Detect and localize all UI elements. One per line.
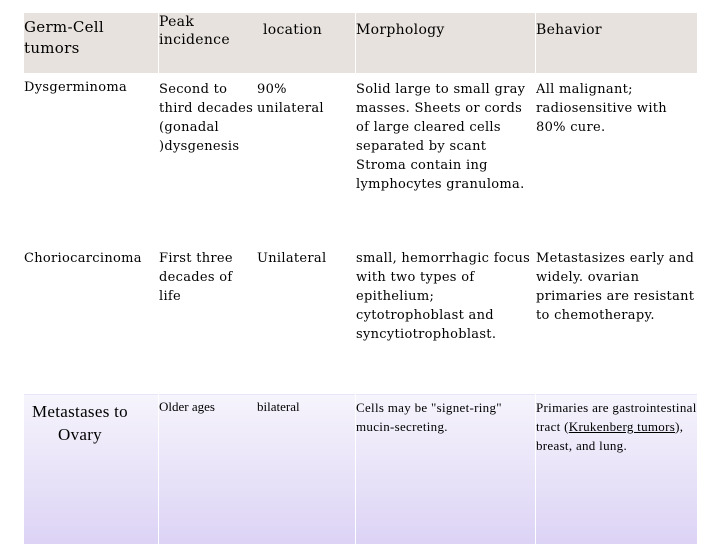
table-row [24, 241, 698, 394]
row-morphology: Cells may be "signet-ring" mucin-secreting. [356, 394, 536, 545]
header-behavior-text: Behavior [536, 22, 602, 38]
row-peak-location-split [159, 398, 355, 544]
row-peak-location-split [159, 80, 355, 240]
row-morphology: small, hemorrhagic focus with two types of epithelium; cytotrophoblast and syncytiotrophoblast. [356, 241, 536, 394]
row-peak-location-split [159, 249, 355, 393]
row-peak-location [159, 241, 356, 394]
row-name: Dysgerminoma [24, 74, 159, 241]
header-morphology [356, 13, 536, 74]
table-row [24, 74, 698, 241]
header-morphology-text: Morphology [356, 22, 445, 38]
row-name [24, 394, 159, 545]
row-location: Unilateral [257, 251, 327, 266]
behavior-text-post: ), breast, and lung. [536, 419, 684, 453]
header-behavior [536, 13, 698, 74]
row-peak-location [159, 74, 356, 241]
table-row [24, 394, 698, 545]
row-morphology: Solid large to small gray masses. Sheets or cords of large cleared cells separated by scant Stroma contain ing lymphocytes granuloma. [356, 74, 536, 241]
header-peak-incidence: Peak incidence [159, 14, 230, 48]
table-header-row [24, 13, 698, 74]
header-peak-location-split [159, 13, 355, 73]
row-name-text: Metastases to Ovary [32, 402, 128, 444]
behavior-text-pre: Primaries are gastrointestinal tract ( [536, 400, 697, 434]
row-peak-incidence: Second to third decades (gonadal )dysgenesis [159, 82, 254, 154]
row-location: bilateral [257, 399, 300, 414]
row-behavior [536, 394, 698, 545]
header-germ-cell-tumors [24, 13, 159, 74]
header-peak-location-cell [159, 13, 356, 74]
header-col1-text: Germ-Cell tumors [24, 18, 104, 57]
germ-cell-tumor-table [23, 12, 698, 545]
row-peak-location [159, 394, 356, 545]
row-peak-incidence: First three decades of life [159, 251, 233, 304]
header-location: location [263, 22, 323, 38]
row-location: 90% unilateral [257, 82, 324, 116]
row-name: Choriocarcinoma [24, 241, 159, 394]
row-behavior: All malignant; radiosensitive with 80% cure. [536, 74, 698, 241]
row-peak-incidence: Older ages [159, 399, 215, 414]
krukenberg-link[interactable]: Krukenberg tumors [568, 419, 676, 434]
row-behavior: Metastasizes early and widely. ovarian primaries are resistant to chemotherapy. [536, 241, 698, 394]
